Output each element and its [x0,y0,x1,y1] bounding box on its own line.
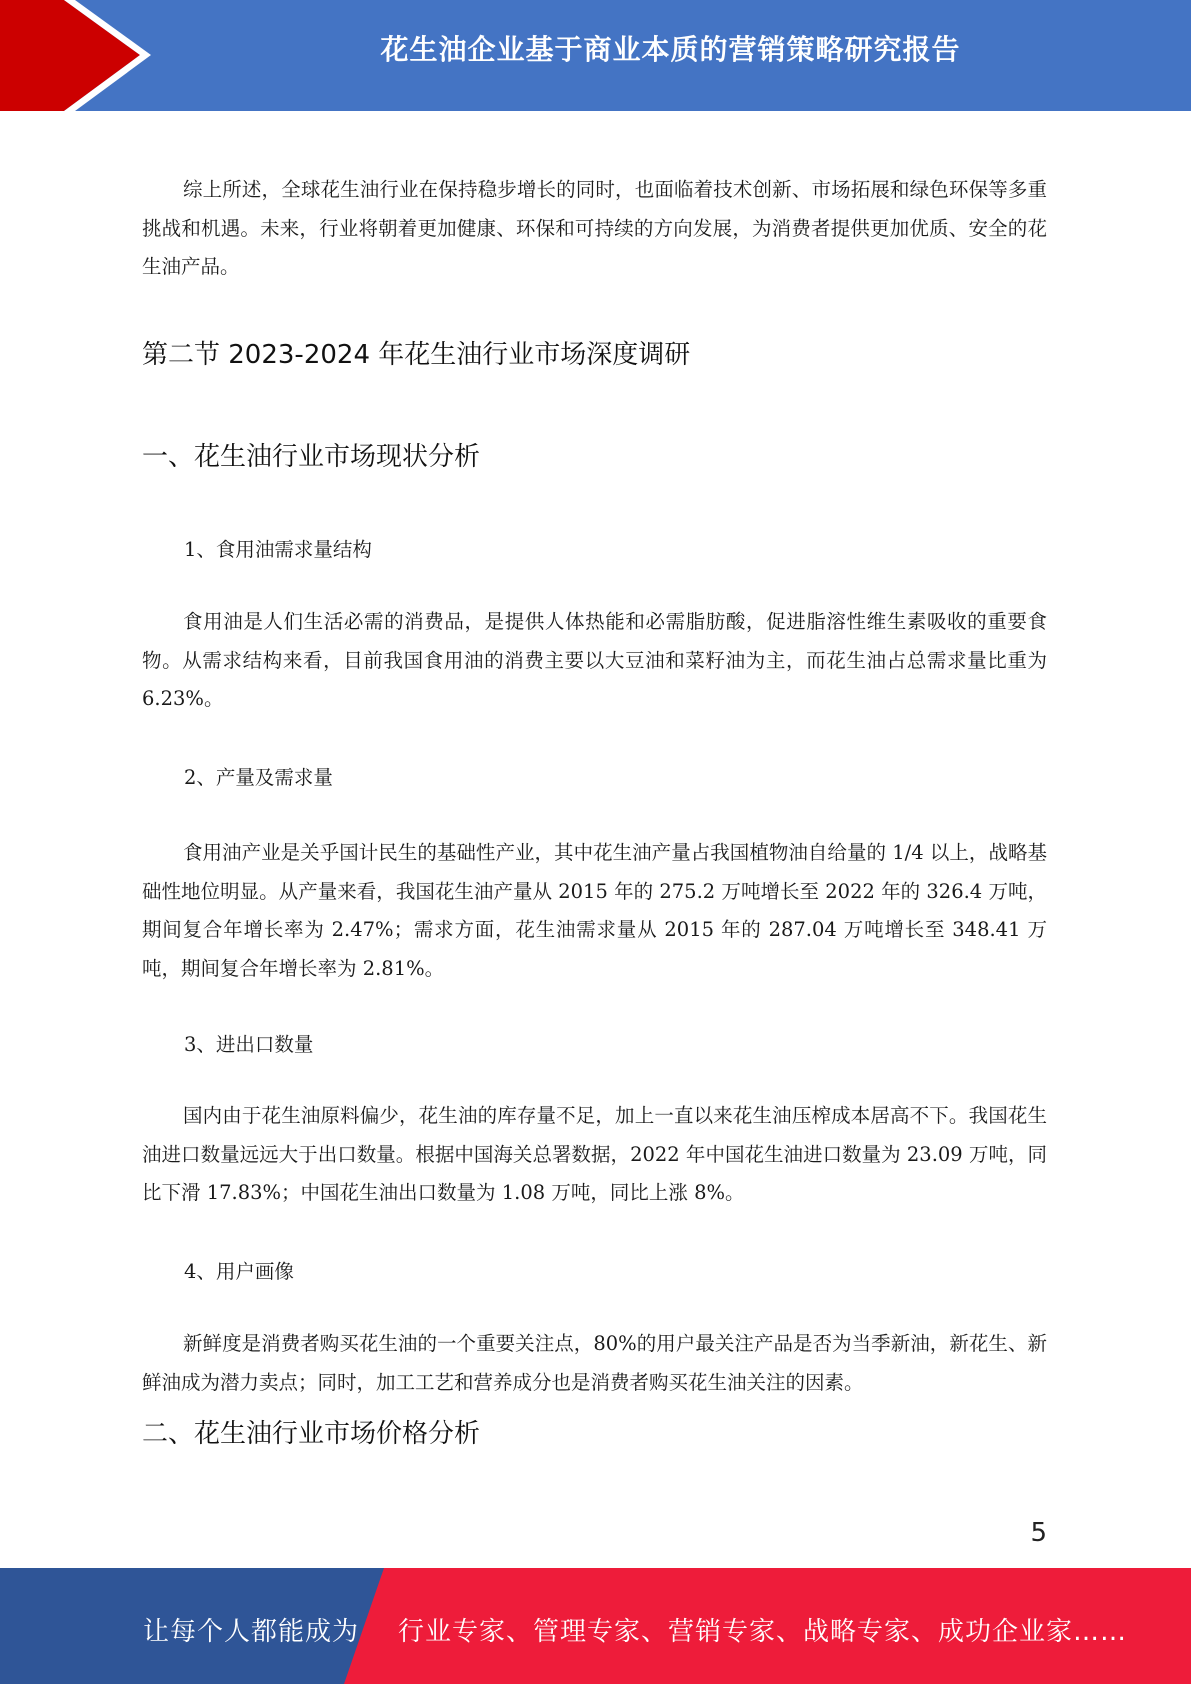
subheading-user-profile: 4、用户画像 [184,1260,294,1283]
intro-paragraph: 综上所述，全球花生油行业在保持稳步增长的同时，也面临着技术创新、市场拓展和绿色环保等多重挑战和机遇。未来，行业将朝着更加健康、环保和可持续的方向发展，为消费者提供更加优质、安全的花生油产品。 [142,178,1047,278]
subheading-production-demand: 2、产量及需求量 [184,766,333,789]
subheading-demand-structure: 1、食用油需求量结构 [184,538,372,561]
header-arrow-icon [0,0,160,111]
subheading-import-export: 3、进出口数量 [184,1033,314,1056]
paragraph-demand-structure: 食用油是人们生活必需的消费品，是提供人体热能和必需脂肪酸，促进脂溶性维生素吸收的重要食物。从需求结构来看，目前我国食用油的消费主要以大豆油和菜籽油为主，而花生油占总需求量比重为 6.23%。 [142,610,1047,710]
footer-slogan-right: 行业专家、管理专家、营销专家、战略专家、成功企业家…… [398,1617,1128,1647]
heading-market-status: 一、花生油行业市场现状分析 [142,442,481,472]
heading-market-price: 二、花生油行业市场价格分析 [142,1419,481,1449]
footer-slogan-left: 让每个人都能成为 [143,1617,360,1647]
page-number: 5 [1030,1518,1047,1548]
page-header [0,0,1191,111]
paragraph-production-demand: 食用油产业是关乎国计民生的基础性产业，其中花生油产量占我国植物油自给量的 1/4 以上，战略基础性地位明显。从产量来看，我国花生油产量从 2015 年的 275.2 万吨增长至 2022 年的 326.4 万吨，期间复合年增长率为 2.47%；需求方面，花生油需求量从 2015 年的 287.04 万吨增长至 348.41 万吨，期间复合年增长率为 2.81%。 [142,841,1047,980]
page-footer [0,1568,1191,1684]
paragraph-user-profile: 新鲜度是消费者购买花生油的一个重要关注点，80%的用户最关注产品是否为当季新油，新花生、新鲜油成为潜力卖点；同时，加工工艺和营养成分也是消费者购买花生油关注的因素。 [142,1332,1047,1394]
paragraph-import-export: 国内由于花生油原料偏少，花生油的库存量不足，加上一直以来花生油压榨成本居高不下。我国花生油进口数量远远大于出口数量。根据中国海关总署数据，2022 年中国花生油进口数量为 23.09 万吨，同比下滑 17.83%；中国花生油出口数量为 1.08 万吨，同比上涨 8%。 [142,1104,1047,1204]
report-title: 花生油企业基于商业本质的营销策略研究报告 [380,33,961,66]
section-title: 第二节 2023-2024 年花生油行业市场深度调研 [142,340,691,370]
